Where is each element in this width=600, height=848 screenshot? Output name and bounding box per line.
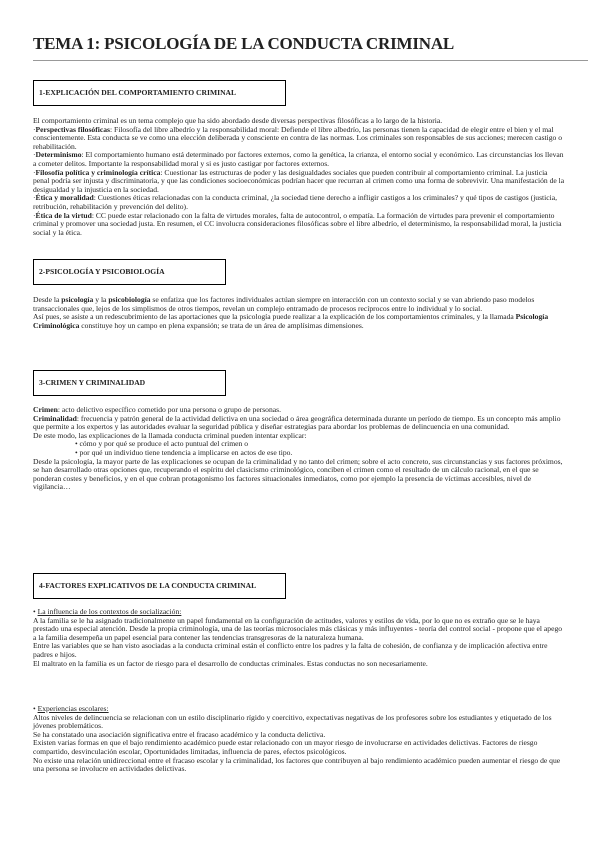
determinismo-label: Determinismo [35, 150, 82, 160]
title-divider [33, 60, 588, 61]
section-3-closing: Desde la psicología, la mayor parte de las explicaciones se ocupan de la criminalidad y no tanto del crimen; sobre el acto concreto, sus circunstancias y sus factores próximos, se han desarrollado otras opciones que, recuperando el espíritu del clasicismo criminológico, conciben el crimen como el resultado de un cálculo racional, en el que se ponderan costes y beneficios, y en el que cobran protagonismo los factores situacionales inmediatos, como por ejemplo la presencia de víctimas accesibles, nivel de vigilancia… [33, 456, 563, 492]
etica-virtud-label: Ética de la virtud [35, 210, 92, 220]
s2-p1-part-c: y la [93, 295, 109, 304]
filosofia-politica-text: : Cuestionar las estructuras de poder y las desigualdades sociales que pueden contribuir al comportamiento criminal. La justicia penal podría ser injusta y discriminatoria, y que las condiciones socioeconómicas podrían hacer que recurran al crimen como una forma de sobrevivir. Una manifestación de la desigualdad y la injusticia en la sociedad. [33, 167, 565, 194]
section-1-body: El comportamiento criminal es un tema complejo que ha sido abordado desde diversas perspectivas filosóficas a lo largo de la historia. ·Perspectivas filosóficas: Filosofía del libre albedrío y la responsabilidad moral: Defiende el libre albedrío, las personas tienen la capacidad de elegir entre el bien y el mal conscientemente. Esta conducta se ve como una elección deliberada y consciente en contra de las normas. Los criminales son responsables de sus acciones; merecen castigo o rehabilitación. ·Determinismo: El comportamiento humano está determinado por factores externos, como la genética, la crianza, el entorno social y económico. Las circunstancias los llevan a cometer delitos. Importante la responsabilidad moral y si es justo castigar por factores externos. ·Filosofía política y criminología crítica: Cuestionar las estructuras de poder y las desigualdades sociales que pueden contribuir al comportamiento criminal. La justicia penal podría ser injusta y discriminatoria, y que las condiciones socioeconómicas podrían hacer que recurran al crimen como una forma de sobrevivir. Una manifestación de la desigualdad y la injusticia en la sociedad. ·Ética y moralidad: Cuestiones éticas relacionadas con la conducta criminal, ¿la sociedad tiene derecho a infligir castigos a los criminales? y qué tipos de castigos (justicia, retribución, rehabilitación y prevención del delito). ·Ética de la virtud: CC puede estar relacionado con la falta de virtudes morales, falta de autocontrol, o empatía. La formación de virtudes para prevenir el comportamiento criminal y promover una sociedad justa. En resumen, el CC involucra consideraciones filosóficas sobre el libre albedrío, el determinismo, la responsabilidad moral, la justicia social y la ética. [33, 116, 565, 237]
escolares-subheading: Experiencias escolares: [37, 704, 109, 713]
section-2-body [33, 296, 565, 330]
determinismo-text: : El comportamiento humano está determinado por factores externos, como la genética, la crianza, el entorno social y económico. Las circunstancias los llevan a cometer delitos. Importante la responsabilidad moral y si es justo castigar por factores externos. [33, 150, 564, 168]
page-title: TEMA 1: PSICOLOGÍA DE LA CONDUCTA CRIMINAL [33, 34, 455, 53]
etica-moralidad-label: Ética y moralidad [35, 193, 94, 203]
s2-p1-part-d: se enfatiza que los factores individuales actúan siempre en interacción con un contexto social y se van abriendo paso modelos transaccionales que, lejos de los simplismos de otros tiempos, revelan un complejo entramado de procesos recíprocos entre lo individual y lo social. [33, 295, 535, 313]
psicologia-term: psicología [61, 295, 94, 304]
socializacion-subheading: La influencia de los contextos de socialización: [37, 607, 182, 616]
psicobiologia-term: psicobiología [108, 295, 151, 304]
relacion-paragraph: No existe una relación unidireccional entre el fracaso escolar y la criminalidad, los factores que contribuyen al bajo rendimiento académico pueden aumentar el riesgo de que una persona se involucre en actividades delictivas. [33, 755, 561, 774]
crimen-label: Crimen [33, 405, 58, 414]
section-1-intro: El comportamiento criminal es un tema complejo que ha sido abordado desde diversas perspectivas filosóficas a lo largo de la historia. [33, 116, 443, 125]
section-1-heading: 1-EXPLICACIÓN DEL COMPORTAMIENTO CRIMINAL [33, 80, 286, 106]
s2-p2-part-a: Así pues, se asiste a un redescubrimiento de las aportaciones que la psicología puede realizar a la explicación de los comportamientos criminales, y la llamada [33, 312, 516, 322]
s2-p2-part-c: constituye hoy un campo en plena expansión; se trata de un área de amplísimas dimensiones. [79, 320, 364, 330]
perspectivas-text: : Filosofía del libre albedrío y la responsabilidad moral: Defiende el libre albedrío, las personas tienen la capacidad de elegir entre el bien y el mal conscientemente. Esta conducta se ve como una elección deliberada y consciente en contra de las normas. Los criminales son responsables de sus acciones; merecen castigo o rehabilitación. [33, 124, 563, 151]
filosofia-politica-label: Filosofía política y criminología crítica [35, 167, 161, 177]
levels-intro: De este modo, las explicaciones de la llamada conducta criminal pueden intentar explicar: [33, 430, 307, 440]
section-3-body [33, 406, 565, 492]
variables-paragraph: Entre las variables que se han visto asociadas a la conducta criminal están el conflicto entre los padres y la falta de cohesión, de confianza y de implicación afectiva entre padres e hijos. [33, 641, 548, 659]
etica-virtud-text: : CC puede estar relacionado con la falta de virtudes morales, falta de autocontrol, o empatía. La formación de virtudes para prevenir el comportamiento criminal y promover una sociedad justa. En resumen, el CC involucra consideraciones filosóficas sobre el libre albedrío, el determinismo, la responsabilidad moral, la justicia social y la ética. [33, 210, 562, 237]
riesgo-paragraph: Existen varias formas en que el bajo rendimiento académico puede estar relacionado con un mayor riesgo de involucrarse en actividades delictivas. Factores de riesgo compartido, desvinculación escolar, Oportunidades limitadas, influencia de pares, efectos psicológicos. [33, 738, 538, 756]
familia-paragraph: A la familia se le ha asignado tradicionalmente un papel fundamental en la configuración de actitudes, valores y estilos de vida, por lo que no es extraño que se le haya prestado una especial atención. Desde la propia criminología, una de las teorías microsociales más clásicas y más influyentes - teoría del control social - propone que el apego a la familia desempeña un papel esencial para contener las tendencias transgresoras de la naturaleza humana. [33, 615, 563, 642]
section-4-heading: 4-FACTORES EXPLICATIVOS DE LA CONDUCTA CRIMINAL [33, 573, 286, 599]
criminalidad-text: : frecuencia y patrón general de la actividad delictiva en una sociedad o área geográfica determinada durante un período de tiempo. Es un concepto más amplio que permite a los expertos y las autoridades evaluar la seguridad pública y diseñar estrategias para abordar los problemas de delincuencia en una comunidad. [33, 413, 561, 432]
bullet-item: • por qué un individuo tiene tendencia a implicarse en actos de ese tipo. [75, 447, 293, 457]
section-4-part-2: • Experiencias escolares: Altos niveles de delincuencia se relacionan con un estilo disciplinario rígido y coercitivo, expectativas negativas de los profesores sobre los estudiantes y etiquetado de los jóvenes problemáticos. Se ha constatado una asociación significativa entre el fracaso académico y la conducta delictiva. Existen varias formas en que el bajo rendimiento académico puede estar relacionado con un mayor riesgo de involucrarse en actividades delictivas. Factores de riesgo compartido, desvinculación escolar, Oportunidades limitadas, influencia de pares, efectos psicológicos. No existe una relación unidireccional entre el fracaso escolar y la criminalidad, los factores que contribuyen al bajo rendimiento académico pueden aumentar el riesgo de que una persona se involucre en actividades delictivas. [33, 704, 561, 774]
crimen-text: : acto delictivo específico cometido por una persona o grupo de personas. [57, 405, 281, 414]
s2-p1-part-a: Desde la [33, 295, 62, 304]
section-3-heading: 3-CRIMEN Y CRIMINALIDAD [33, 370, 226, 396]
section-4-part-1: • La influencia de los contextos de socialización: A la familia se le ha asignado tradicionalmente un papel fundamental en la configuración de actitudes, valores y estilos de vida, por lo que no es extraño que se le haya prestado una especial atención. Desde la propia criminología, una de las teorías microsociales más clásicas y más influyentes - teoría del control social - propone que el apego a la familia desempeña un papel esencial para contener las tendencias transgresoras de la naturaleza humana. Entre las variables que se han visto asociadas a la conducta criminal están el conflicto entre los padres y la falta de cohesión, de confianza y de implicación afectiva entre padres e hijos. El maltrato en la familia es un factor de riesgo para el desarrollo de conductas criminales. Estas conductas no son necesariamente. [33, 607, 563, 668]
psicologia-criminologica-term: Psicología Criminológica [33, 312, 549, 330]
maltrato-paragraph: El maltrato en la familia es un factor de riesgo para el desarrollo de conductas criminales. Estas conductas no son necesariamente. [33, 658, 428, 668]
disciplina-paragraph: Altos niveles de delincuencia se relacionan con un estilo disciplinario rígido y coercitivo, expectativas negativas de los profesores sobre los estudiantes y etiquetado de los jóvenes problemáticos. [33, 712, 552, 731]
fracaso-paragraph: Se ha constatado una asociación significativa entre el fracaso académico y la conducta delictiva. [33, 729, 326, 739]
perspectivas-label: Perspectivas filosóficas [35, 124, 110, 134]
etica-moralidad-text: : Cuestiones éticas relacionadas con la conducta criminal, ¿la sociedad tiene derecho a infligir castigos a los criminales? y qué tipos de castigos (justicia, retribución, rehabilitación y prevención del delito). [33, 193, 558, 211]
bullet-item: • cómo y por qué se produce el acto puntual del crimen o [75, 439, 249, 449]
section-2-heading: 2-PSICOLOGÍA Y PSICOBIOLOGÍA [33, 259, 226, 285]
criminalidad-label: Criminalidad [33, 413, 77, 423]
